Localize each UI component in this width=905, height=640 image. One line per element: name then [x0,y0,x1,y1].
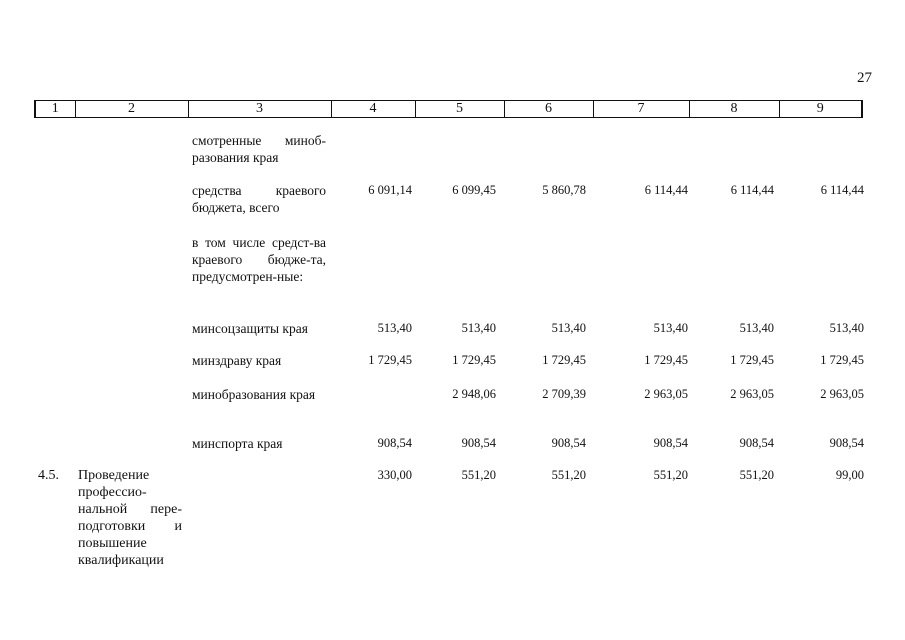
row-value: 908,54 [461,436,496,450]
row-description: минсоцзащиты края [192,321,308,336]
row-value: 2 963,05 [644,387,688,401]
item-number: 4.5. [38,468,59,483]
row-value: 6 114,44 [820,183,864,197]
row-description: в том числе средст-ва краевого бюдже-та, предусмотрен-ные: [192,235,326,284]
row-value: 513,40 [461,321,496,335]
row-description: средства краевого бюджета, всего [192,183,326,215]
item-value: 99,00 [835,468,864,482]
row-value: 2 709,39 [542,387,586,401]
header-col-9: 9 [779,101,862,118]
row-value: 908,54 [551,436,586,450]
row-value: 1 729,45 [368,353,412,367]
row-value: 908,54 [653,436,688,450]
row-value: 1 729,45 [542,353,586,367]
row-value: 2 963,05 [730,387,774,401]
row-value: 513,40 [653,321,688,335]
item-value: 551,20 [461,468,496,482]
row-value: 908,54 [829,436,864,450]
row-value: 513,40 [829,321,864,335]
row-value: 1 729,45 [730,353,774,367]
item-value: 551,20 [739,468,774,482]
header-col-3: 3 [188,101,331,118]
row-description: минобразования края [192,387,316,402]
header-col-6: 6 [504,101,593,118]
header-col-5: 5 [415,101,504,118]
row-value: 513,40 [377,321,412,335]
header-col-1: 1 [35,101,75,118]
column-number-header [34,100,863,118]
item-value: 551,20 [551,468,586,482]
row-description: минспорта края [192,436,283,451]
row-value: 6 091,14 [368,183,412,197]
row-value: 1 729,45 [644,353,688,367]
row-value: 1 729,45 [452,353,496,367]
header-col-2: 2 [75,101,188,118]
item-value: 551,20 [653,468,688,482]
row-value: 513,40 [739,321,774,335]
row-description: минздраву края [192,353,282,368]
row-value: 908,54 [739,436,774,450]
item-title: Проведение профессио-нальной пере-подготовки и повышение квалификации [78,468,182,568]
row-value: 2 963,05 [820,387,864,401]
row-value: 1 729,45 [820,353,864,367]
row-description: смотренные миноб-разования края [192,133,326,165]
item-value: 330,00 [377,468,412,482]
header-col-7: 7 [593,101,689,118]
row-value: 6 114,44 [644,183,688,197]
header-col-8: 8 [689,101,779,118]
row-value: 6 099,45 [452,183,496,197]
row-value: 2 948,06 [452,387,496,401]
row-value: 513,40 [551,321,586,335]
row-value: 5 860,78 [542,183,586,197]
row-value: 908,54 [377,436,412,450]
header-col-4: 4 [331,101,415,118]
row-value: 6 114,44 [730,183,774,197]
page-number: 27 [857,70,872,86]
